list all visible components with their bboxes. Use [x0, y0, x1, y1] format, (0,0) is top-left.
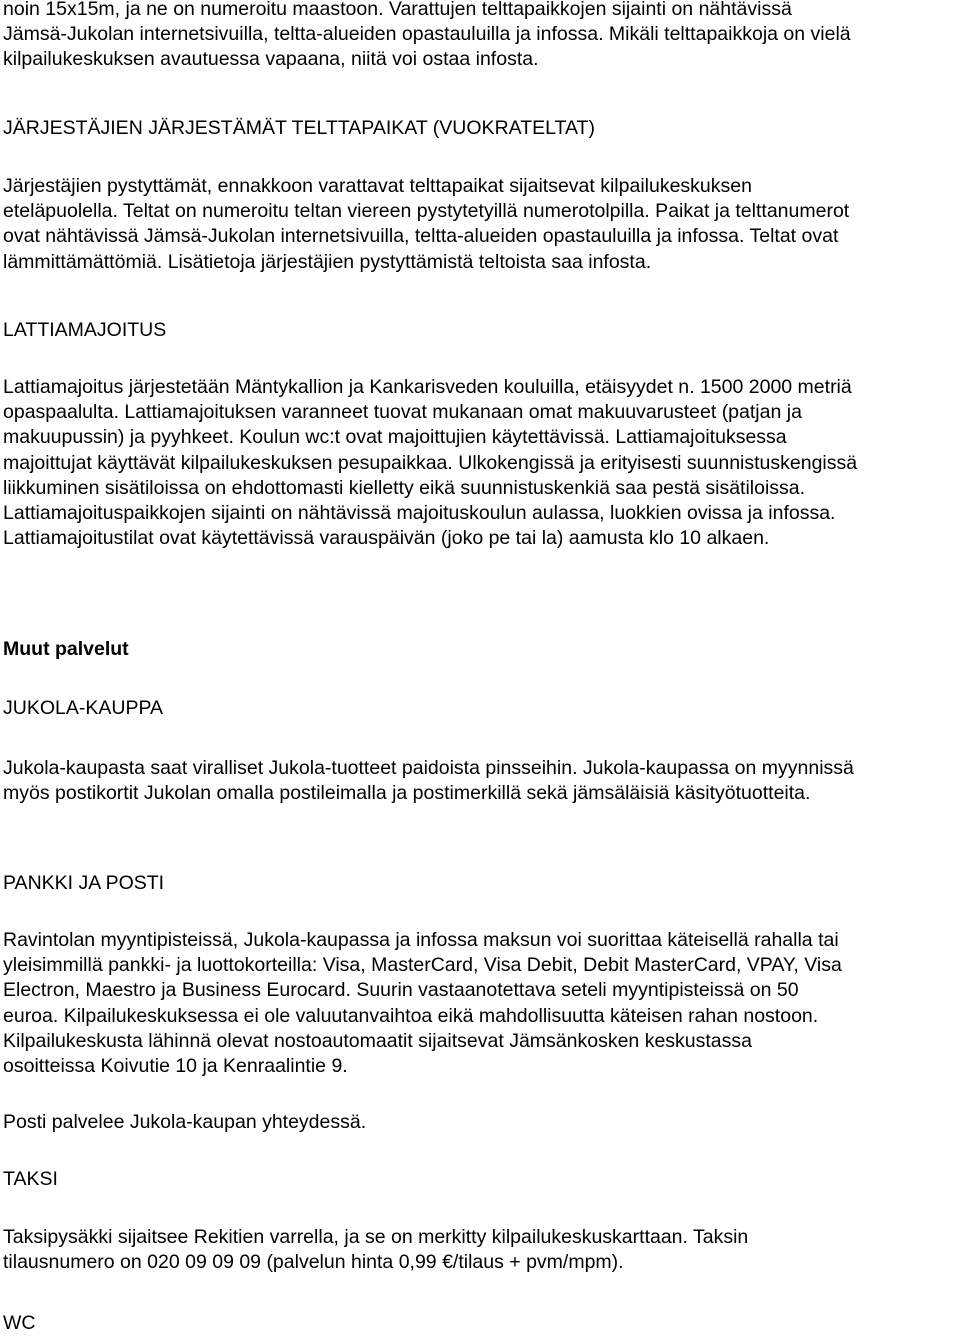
text-line: myös postikortit Jukolan omalla postileimalla ja postimerkillä sekä jämsäläisiä käsityötuotteita.: [3, 782, 811, 805]
text-line: Jämsä-Jukolan internetsivuilla, teltta-alueiden opastauluilla ja infossa. Mikäli telttapaikkoja on vielä: [3, 23, 851, 46]
text-line: opaspaalulta. Lattiamajoituksen varanneet tuovat mukanaan omat makuuvarusteet (patjan ja: [3, 401, 802, 424]
services-heading: Muut palvelut: [3, 638, 129, 660]
text-line: Electron, Maestro ja Business Eurocard. Suurin vastaanotettava seteli myyntipisteissä on 50: [3, 979, 799, 1002]
post-paragraph: Posti palvelee Jukola-kaupan yhteydessä.: [3, 1111, 367, 1133]
text-line: Lattiamajoitus järjestetään Mäntykallion ja Kankarisveden kouluilla, etäisyydet n. 1500 2000 metriä: [3, 376, 852, 398]
taxi-paragraph: [3, 1225, 958, 1275]
text-line: ovat nähtävissä Jämsä-Jukolan internetsivuilla, teltta-alueiden opastauluilla ja infossa. Teltat ovat: [3, 225, 839, 248]
text-line: Ravintolan myyntipisteissä, Jukola-kaupassa ja infossa maksun voi suorittaa käteisellä rahalla tai: [3, 929, 839, 951]
floor-paragraph: [3, 375, 958, 551]
text-line: kilpailukeskuksen avautuessa vapaana, niitä voi ostaa infosta.: [3, 48, 539, 71]
text-line: eteläpuolella. Teltat on numeroitu teltan viereen pystytetyillä numerotolpilla. Paikat ja telttanumerot: [3, 200, 850, 223]
tents-paragraph: [3, 174, 958, 275]
text-line: Lattiamajoitustilat ovat käytettävissä varauspäivän (joko pe tai la) aamusta klo 10 alkaen.: [3, 527, 770, 550]
text-line: yleisimmillä pankki- ja luottokorteilla: Visa, MasterCard, Visa Debit, Debit MasterCard, VPAY, Visa: [3, 954, 842, 977]
shop-paragraph: [3, 756, 958, 806]
text-line: Kilpailukeskusta lähinnä olevat nostoautomaatit sijaitsevat Jämsänkosken keskustassa: [3, 1029, 752, 1052]
bank-heading: PANKKI JA POSTI: [3, 872, 165, 894]
bank-paragraph: [3, 928, 958, 1079]
floor-heading: LATTIAMAJOITUS: [3, 319, 167, 341]
taxi-heading: TAKSI: [3, 1168, 58, 1190]
text-line: Jukola-kaupasta saat viralliset Jukola-tuotteet paidoista pinsseihin. Jukola-kaupassa on myynnissä: [3, 757, 854, 779]
wc-heading: WC: [3, 1312, 36, 1334]
text-line: euroa. Kilpailukeskuksessa ei ole valuutanvaihtoa eikä mahdollisuutta käteisen rahan nostoon.: [3, 1004, 819, 1027]
text-line: liikkuminen sisätiloissa on ehdottomasti kielletty eikä suunnistuskenkiä saa pestä sisätiloissa.: [3, 476, 806, 499]
text-line: Järjestäjien pystyttämät, ennakkoon varattavat telttapaikat sijaitsevat kilpailukeskuksen: [3, 175, 752, 197]
text-line: noin 15x15m, ja ne on numeroitu maastoon. Varattujen telttapaikkojen sijainti on nähtävissä: [3, 0, 792, 20]
text-line: osoitteissa Koivutie 10 ja Kenraalintie 9.: [3, 1055, 348, 1078]
text-line: majoittujat käyttävät kilpailukeskuksen pesupaikkaa. Ulkokengissä ja erityisesti suunnistuskengissä: [3, 451, 858, 474]
text-line: tilausnumero on 020 09 09 09 (palvelun hinta 0,99 €/tilaus + pvm/mpm).: [3, 1251, 624, 1274]
text-line: makuupussin) ja pyyhkeet. Koulun wc:t ovat majoittujien käytettävissä. Lattiamajoituksessa: [3, 426, 787, 449]
tents-heading: JÄRJESTÄJIEN JÄRJESTÄMÄT TELTTAPAIKAT (VUOKRATELTAT): [3, 117, 595, 139]
shop-heading: JUKOLA-KAUPPA: [3, 697, 164, 719]
text-line: Lattiamajoituspaikkojen sijainti on nähtävissä majoituskoulun aulassa, luokkien ovissa ja infossa.: [3, 502, 836, 525]
intro-paragraph: [3, 0, 958, 73]
text-line: Taksipysäkki sijaitsee Rekitien varrella, ja se on merkitty kilpailukeskuskarttaan. Taksin: [3, 1226, 749, 1248]
text-line: lämmittämättömiä. Lisätietoja järjestäjien pystyttämistä teltoista saa infosta.: [3, 250, 652, 273]
